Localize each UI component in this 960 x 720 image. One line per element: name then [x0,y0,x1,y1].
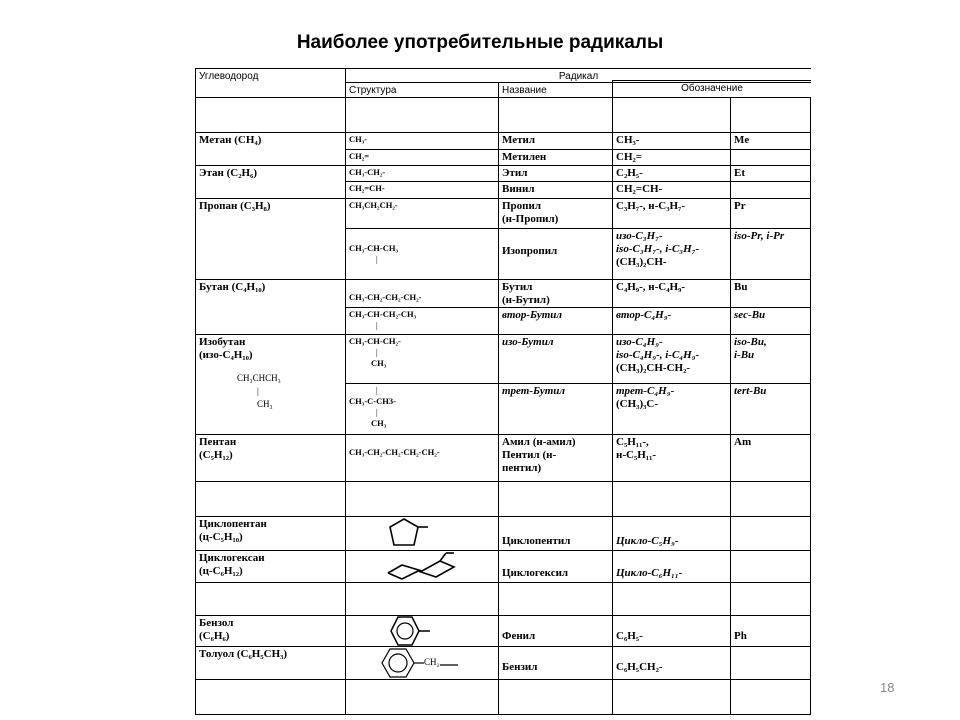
name-butyl-line1: Бутил [502,281,533,293]
empty-cell [345,582,499,616]
radicals-table [195,68,810,716]
formula-tert-butyl-line1: трет-C₄H₉- [616,385,675,397]
formula-methyl: CH₃- [612,132,731,150]
empty-cell [195,97,346,133]
structure-cyclopentyl [345,516,499,551]
formula-tert-butyl-line2: (CH₃)₃C- [616,398,659,410]
name-propyl-line2: (н-Пропил) [502,213,559,225]
formula-amyl-line1: C₅H₁₁-, [616,436,649,448]
hydrocarbon-isobutane [195,334,346,435]
name-butyl-line2: (н-Бутил) [502,294,550,306]
formula-propyl: C₃H₇-, н-C₃H₇- [612,198,731,229]
structure-ethyl: CH₃-CH₂- [345,165,499,182]
formula-cyclohexyl: Цикло-C₆H₁₁- [612,550,731,583]
structure-propyl: CH₃CH₂CH₂- [345,198,499,229]
abbr-tert-butyl: tert-Bu [730,383,811,435]
header-structure: Структура [345,82,499,98]
formula-isopropyl-line1: изо-C₃H₇- [616,230,663,242]
formula-cyclopentyl: Цикло-C₅H₉- [612,516,731,551]
formula-isobutyl-line3: (CH₃)₂CH-CH₂- [616,362,691,374]
empty-cell [498,679,613,715]
empty-cell [730,516,811,551]
empty-cell [195,679,346,715]
structure-isopropyl [345,228,499,280]
empty-cell [345,679,499,715]
abbr-isopropyl: iso-Pr, i-Pr [730,228,811,280]
abbr-phenyl: Ph [730,615,811,647]
benzyl-ch2-label: CH₂ [424,657,440,667]
formula-isopropyl [612,228,731,280]
page-number: 18 [880,680,895,695]
empty-cell [730,149,811,166]
formula-butyl: C₄H₉-, н-C₄H₉- [612,279,731,308]
name-propyl [498,198,613,229]
hydrocarbon-propane: Пропан (C₃H₈) [195,198,346,280]
empty-cell [498,582,613,616]
isobutane-structure-line3: CH₃ [257,399,273,409]
abbr-propyl: Pr [730,198,811,229]
abbr-isobutyl-line2: i-Bu [734,349,755,361]
empty-cell [730,97,811,133]
empty-cell [612,582,731,616]
empty-cell [730,181,811,199]
name-ethyl: Этил [498,165,613,182]
benzyl-ring-icon [376,647,426,680]
empty-cell [498,97,613,133]
structure-isobutyl [345,334,499,384]
formula-benzyl: C₆H₅CH₂- [612,646,731,680]
header-hydrocarbon: Углеводород [195,68,346,98]
name-benzyl: Бензил [498,646,613,680]
abbr-isobutyl-line1: iso-Bu, [734,336,767,348]
hydrocarbon-benzene-line2: (C₆H₆) [199,630,230,642]
formula-isobutyl-line1: изо-C₄H₉- [616,336,663,348]
abbr-butyl: Bu [730,279,811,308]
formula-vinyl: CH₂=CH- [612,181,731,199]
formula-amyl-line2: н-C₅H₁₁- [616,449,657,461]
formula-isobutyl-line2: iso-C₄H₉-, i-C₄H₉- [616,349,700,361]
hydrocarbon-pentane-line1: Пентан [199,436,237,448]
empty-cell [612,97,731,133]
structure-tert-butyl [345,383,499,435]
name-isopropyl: Изопропил [498,228,613,280]
formula-isopropyl-line3: (CH₃)₂CH- [616,256,667,268]
name-butyl [498,279,613,308]
name-cyclopentyl: Циклопентил [498,516,613,551]
structure-isobutyl-bond: | [376,347,378,357]
structure-vinyl: CH₂=CH- [345,181,499,199]
page-title: Наиболее употребительные радикалы [296,32,664,53]
name-methyl: Метил [498,132,613,150]
hydrocarbon-cyclopentane [195,516,346,551]
structure-tert-butyl-bond: | [376,407,378,417]
structure-butyl: CH₃-CH₂-CH₂-CH₂- [345,279,499,308]
formula-ethyl: C₂H₅- [612,165,731,182]
structure-isopropyl-line1: CH₃-CH-CH₃ [349,243,399,253]
hydrocarbon-methane: Метан (CH₄) [195,132,346,166]
structure-sec-butyl-bond: | [376,320,378,330]
formula-phenyl: C₆H₅- [612,615,731,647]
hydrocarbon-cyclohexane-line2: (ц-C₆H₁₂) [199,565,243,577]
name-amyl-line3: пентил) [502,462,542,474]
structure-tert-butyl-line3: CH₃ [371,418,387,428]
abbr-sec-butyl: sec-Bu [730,307,811,335]
abbr-ethyl: Et [730,165,811,182]
structure-amyl: CH₃-CH₂-CH₂-CH₂-CH₂- [345,434,499,482]
isobutane-structure-line1: CH₃CHCH₃ [237,373,281,383]
name-amyl-line2: Пентил (н- [502,449,557,461]
name-methylene: Метилен [498,149,613,166]
hydrocarbon-pentane [195,434,346,482]
structure-sec-butyl [345,307,499,335]
empty-cell [345,97,499,133]
name-sec-butyl: втор-Бутил [498,307,613,335]
empty-cell [612,679,731,715]
structure-methylene: CH₂= [345,149,499,166]
structure-isobutyl-line1: CH₃-CH-CH₂- [349,336,401,346]
isobutane-structure-bond: | [257,386,259,396]
header-radical: Радикал [345,68,811,83]
formula-sec-butyl: втор-C₄H₉- [612,307,731,335]
name-cyclohexyl: Циклогексил [498,550,613,583]
abbr-isobutyl [730,334,811,384]
name-isobutyl: изо-Бутил [498,334,613,384]
formula-tert-butyl [612,383,731,435]
empty-cell [730,550,811,583]
structure-benzyl [345,646,499,680]
name-amyl [498,434,613,482]
empty-cell [730,582,811,616]
empty-cell [730,481,811,517]
name-phenyl: Фенил [498,615,613,647]
structure-tert-butyl-line1: CH₃-C-CH3- [349,396,396,406]
hydrocarbon-benzene-line1: Бензол [199,617,234,629]
hydrocarbon-butane: Бутан (C₄H₁₀) [195,279,346,335]
name-amyl-line1: Амил (н-амил) [502,436,576,448]
hydrocarbon-cyclohexane [195,550,346,583]
hydrocarbon-cyclopentane-line2: (ц-C₅H₁₀) [199,531,243,543]
hydrocarbon-benzene [195,615,346,647]
structure-cyclohexyl [345,550,499,583]
header-designation: Обозначение [612,80,811,98]
cyclopentyl-structure-icon [382,517,462,551]
header-name: Название [498,82,613,98]
hydrocarbon-cyclohexane-line1: Циклогексан [199,552,265,564]
hydrocarbon-isobutane-line2: (изо-C₄H₁₀) [199,349,253,361]
structure-tert-butyl-bond-top: | [376,385,378,395]
hydrocarbon-ethane: Этан (C₂H₆) [195,165,346,199]
structure-isopropyl-bond: | [376,254,378,264]
phenyl-ring-icon [382,616,442,647]
empty-cell [498,481,613,517]
formula-isopropyl-line2: iso-C₃H₇-, i-C₃H₇- [616,243,700,255]
abbr-amyl: Am [730,434,811,482]
empty-cell [612,481,731,517]
hydrocarbon-pentane-line2: (C₅H₁₂) [199,449,233,461]
name-propyl-line1: Пропил [502,200,542,212]
structure-phenyl [345,615,499,647]
empty-cell [195,582,346,616]
structure-isobutyl-line3: CH₃ [371,358,387,368]
empty-cell [730,646,811,680]
hydrocarbon-toluene: Толуол (C₆H₅CH₃) [195,646,346,680]
empty-cell [195,481,346,517]
structure-methyl: CH₃- [345,132,499,150]
formula-isobutyl [612,334,731,384]
benzyl-ch2-bond-icon [440,663,460,667]
name-vinyl: Винил [498,181,613,199]
hydrocarbon-isobutane-line1: Изобутан [199,336,246,348]
hydrocarbon-cyclopentane-line1: Циклопентан [199,518,267,530]
formula-methylene: CH₂= [612,149,731,166]
formula-amyl [612,434,731,482]
structure-sec-butyl-line1: CH₃-CH-CH₂-CH₃ [349,309,417,319]
empty-cell [345,481,499,517]
empty-cell [730,679,811,715]
name-tert-butyl: трет-Бутил [498,383,613,435]
abbr-methyl: Me [730,132,811,150]
cyclohexyl-chair-icon [384,551,474,583]
